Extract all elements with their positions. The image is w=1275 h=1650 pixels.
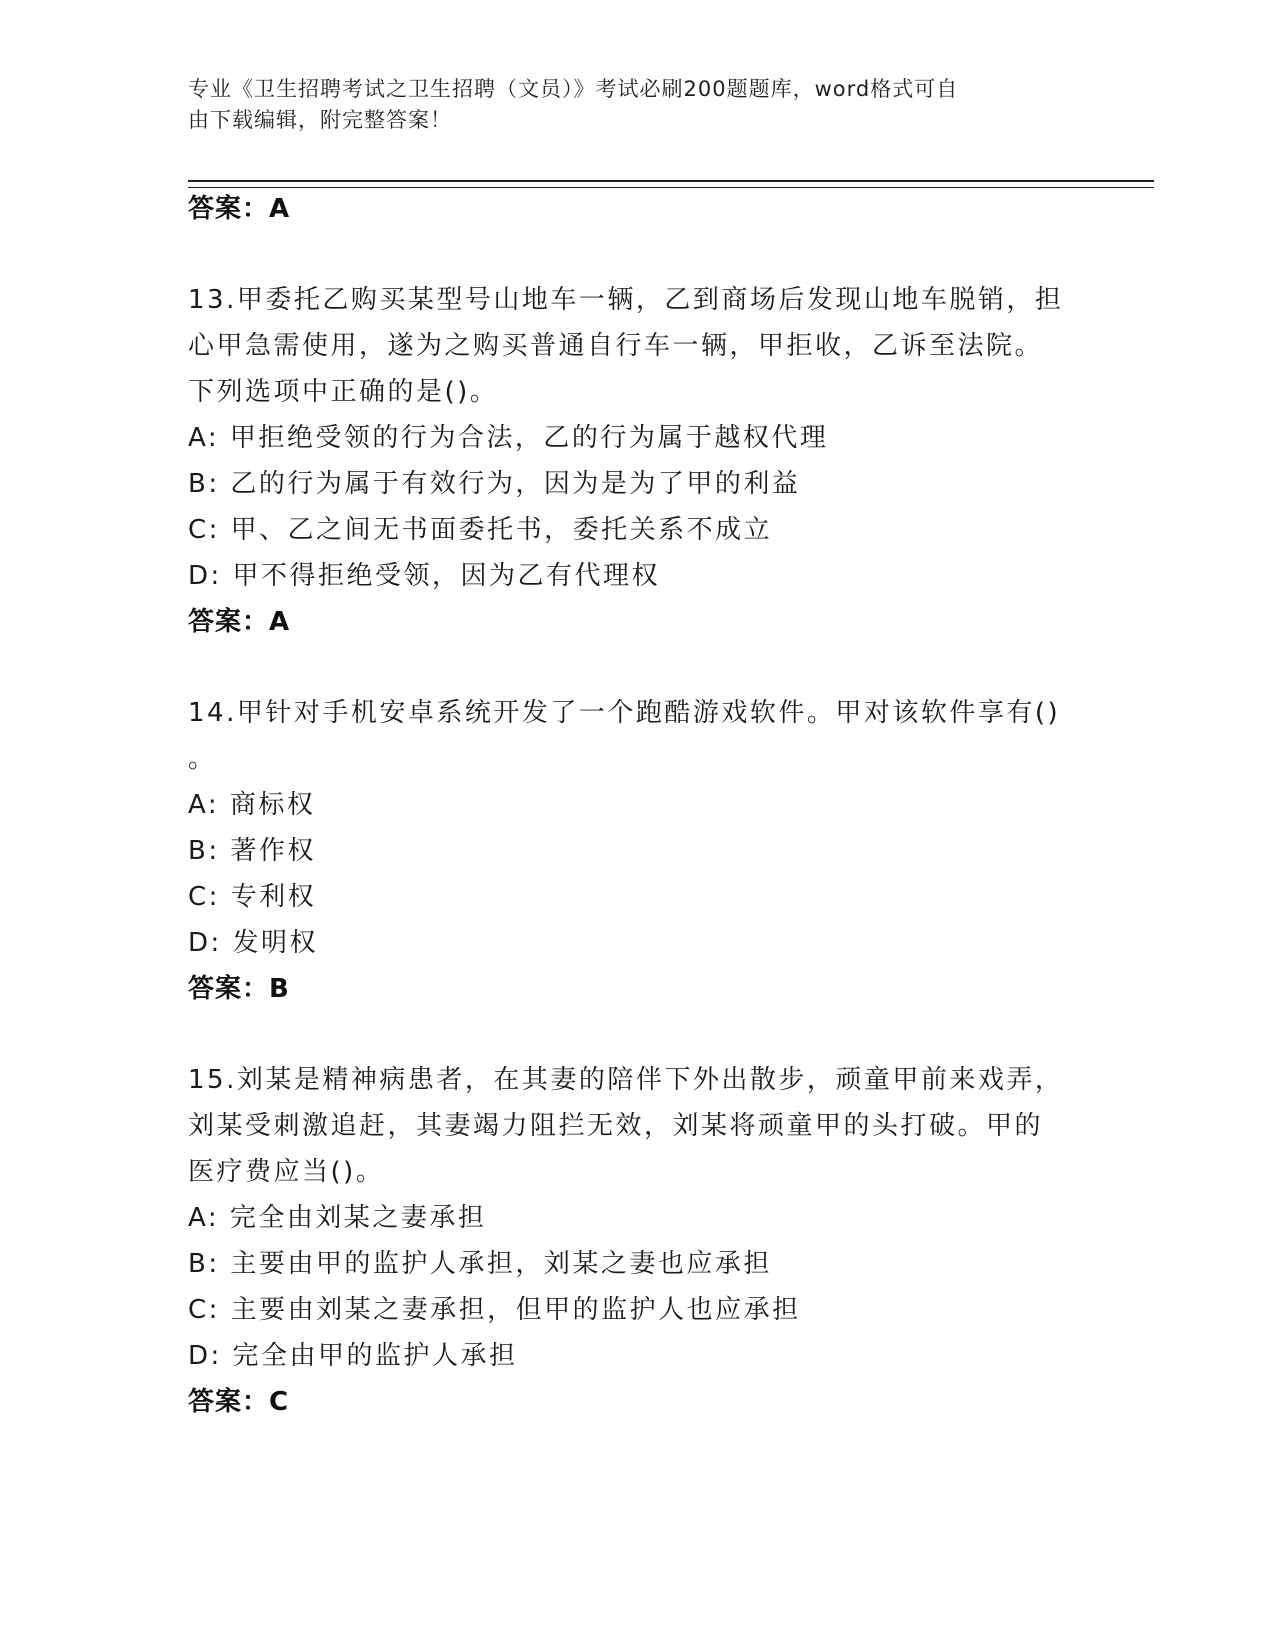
question-stem: [188, 690, 1088, 782]
option-b: B: 乙的行为属于有效行为，因为是为了甲的利益: [188, 469, 801, 499]
option-b: B: 主要由甲的监护人承担，刘某之妻也应承担: [188, 1249, 772, 1279]
answer-line: 答案：A: [188, 607, 291, 637]
header-title-line-1: 专业《卫生招聘考试之卫生招聘（文员）》考试必刷200题题库，word格式可自: [188, 77, 959, 101]
question-15: [188, 1057, 1088, 1425]
option-c: C: 甲、乙之间无书面委托书，委托关系不成立: [188, 515, 773, 545]
stem-line: 下列选项中正确的是()。: [188, 377, 499, 407]
answer-line: 答案：A: [188, 194, 291, 224]
question-13: [188, 277, 1088, 645]
stem-line: 13.甲委托乙购买某型号山地车一辆，乙到商场后发现山地车脱销，担: [188, 285, 1064, 315]
answer-line: 答案：B: [188, 974, 290, 1004]
option-a: A: 完全由刘某之妻承担: [188, 1203, 487, 1233]
option-d: D: 发明权: [188, 928, 319, 958]
stem-line: 刘某受刺激追赶，其妻竭力阻拦无效，刘某将顽童甲的头打破。甲的: [188, 1111, 1044, 1141]
option-d: D: 甲不得拒绝受领，因为乙有代理权: [188, 561, 661, 591]
stem-line: 15.刘某是精神病患者，在其妻的陪伴下外出散步，顽童甲前来戏弄，: [188, 1065, 1064, 1095]
question-stem: [188, 277, 1088, 415]
spacer: [188, 645, 1088, 690]
option-b: B: 著作权: [188, 836, 316, 866]
stem-line: 。: [188, 744, 217, 774]
stem-line: 医疗费应当()。: [188, 1157, 385, 1187]
spacer: [188, 232, 1088, 277]
stem-line: 14.甲针对手机安卓系统开发了一个跑酷游戏软件。甲对该软件享有(): [188, 698, 1061, 728]
option-d: D: 完全由甲的监护人承担: [188, 1341, 518, 1371]
option-c: C: 专利权: [188, 882, 317, 912]
header-title-line-2: 由下载编辑，附完整答案！: [188, 108, 452, 132]
spacer: [188, 1012, 1088, 1057]
option-c: C: 主要由刘某之妻承担，但甲的监护人也应承担: [188, 1295, 801, 1325]
answer-line: 答案：C: [188, 1387, 290, 1417]
document-header: [188, 74, 1068, 136]
option-a: A: 商标权: [188, 790, 316, 820]
question-stem: [188, 1057, 1088, 1195]
document-body: [188, 186, 1088, 1425]
stem-line: 心甲急需使用，遂为之购买普通自行车一辆，甲拒收，乙诉至法院。: [188, 331, 1044, 361]
question-14: [188, 690, 1088, 1012]
option-a: A: 甲拒绝受领的行为合法，乙的行为属于越权代理: [188, 423, 829, 453]
